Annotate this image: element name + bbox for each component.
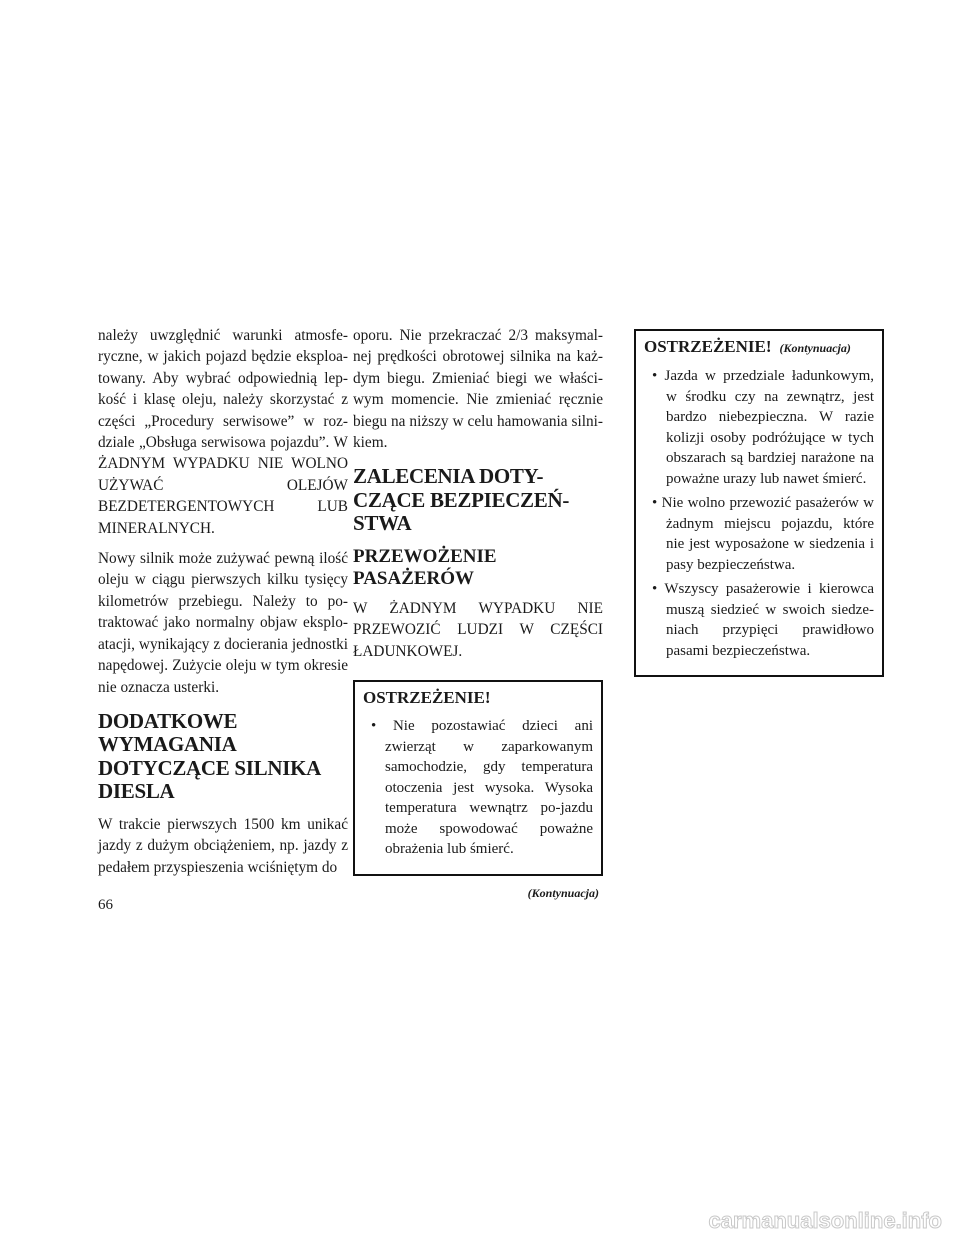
warning-continued-label: (Kontynuacja)	[779, 341, 851, 355]
heading-diesel-requirements: DODATKOWE WYMAGANIA DOTYCZĄCE SILNIKA DIESLA	[98, 708, 320, 804]
column-3	[634, 329, 884, 677]
subheading-passenger-transport: PRZEWOŻENIE PASAŻERÓW	[353, 545, 497, 589]
warning-title-text: OSTRZEŻENIE!	[644, 337, 772, 356]
warning-item: • Jazda w przedziale ładunkowym, w środku czy na zewnątrz, jest bardzo niebezpieczna. W razie kolizji osoby podróżujące w tych obszarach są bardziej narażone na poważne urazy lub nawet śmierć.	[652, 368, 874, 487]
warning-title	[644, 337, 874, 358]
warning-box	[353, 680, 603, 876]
paragraph-oil-conditions: należy uwzględnić warunki atmosfe-ryczne, w jakich pojazd będzie eksploa-towany. Aby wybrać odpowiednią lep-kość i klasę oleju, należy skorzystać z części „Procedury serwisowe” w roz-dziale „Obsługa serwisowa pojazdu”. W ŻADNYM WYPADKU NIE WOLNO UŻYWAĆ OLEJÓW BEZDETERGENTOWYCH LUB MINERALNYCH.	[98, 327, 348, 537]
column-2	[353, 325, 603, 901]
watermark-text: carmanualsonline.info	[708, 1208, 942, 1233]
paragraph-engine-speed: oporu. Nie przekraczać 2/3 maksymal-nej prędkości obrotowej silnika na każ-dym biegu. Zmieniać biegi we właści-wym momencie. Nie zmieniać ręcznie biegu na niższy w celu hamowania silni-kiem.	[353, 327, 603, 452]
warning-item: • Nie pozostawiać dzieci ani zwierząt w zaparkowanym samochodzie, gdy temperatura otoczenia jest wysoka. Wysoka temperatura wewnątrz po-jazdu może spowodować poważne obrażenia lub śmierć.	[371, 718, 593, 858]
watermark-logo	[646, 1204, 946, 1236]
heading-safety-recommendations: ZALECENIA DOTY-CZĄCE BEZPIECZEŃ-STWA	[353, 464, 570, 536]
warning-item: • Wszyscy pasażerowie i kierowca muszą siedzieć w swoich siedze-niach przypięci prawidłowo pasami bezpieczeństwa.	[652, 581, 874, 659]
warning-title: OSTRZEŻENIE!	[363, 688, 491, 708]
paragraph-no-cargo-passengers: W ŻADNYM WYPADKU NIE PRZEWOZIĆ LUDZI W CZĘŚCI ŁADUNKOWEJ.	[353, 599, 603, 660]
continued-note: (Kontynuacja)	[527, 885, 599, 900]
page-number: 66	[98, 897, 113, 913]
warning-item: • Nie wolno przewozić pasażerów w żadnym miejscu pojazdu, które nie jest wyposażone w siedzenia i pasy bezpieczeństwa.	[652, 495, 874, 573]
paragraph-break-in: W trakcie pierwszych 1500 km unikać jazdy z dużym obciążeniem, np. jazdy z pedałem przyspieszenia wciśniętym do	[98, 815, 348, 876]
paragraph-oil-consumption: Nowy silnik może zużywać pewną ilość oleju w ciągu pierwszych kilku tysięcy kilometrów przebiegu. Należy to po-traktować jako normalny objaw eksplo-atacji, wynikający z docierania jednostki napędowej. Zużycie oleju w tym okresie nie oznacza usterki.	[98, 550, 348, 696]
warning-list	[644, 366, 874, 661]
warning-list	[363, 716, 593, 860]
column-1	[98, 325, 348, 887]
warning-box-continued	[634, 329, 884, 677]
